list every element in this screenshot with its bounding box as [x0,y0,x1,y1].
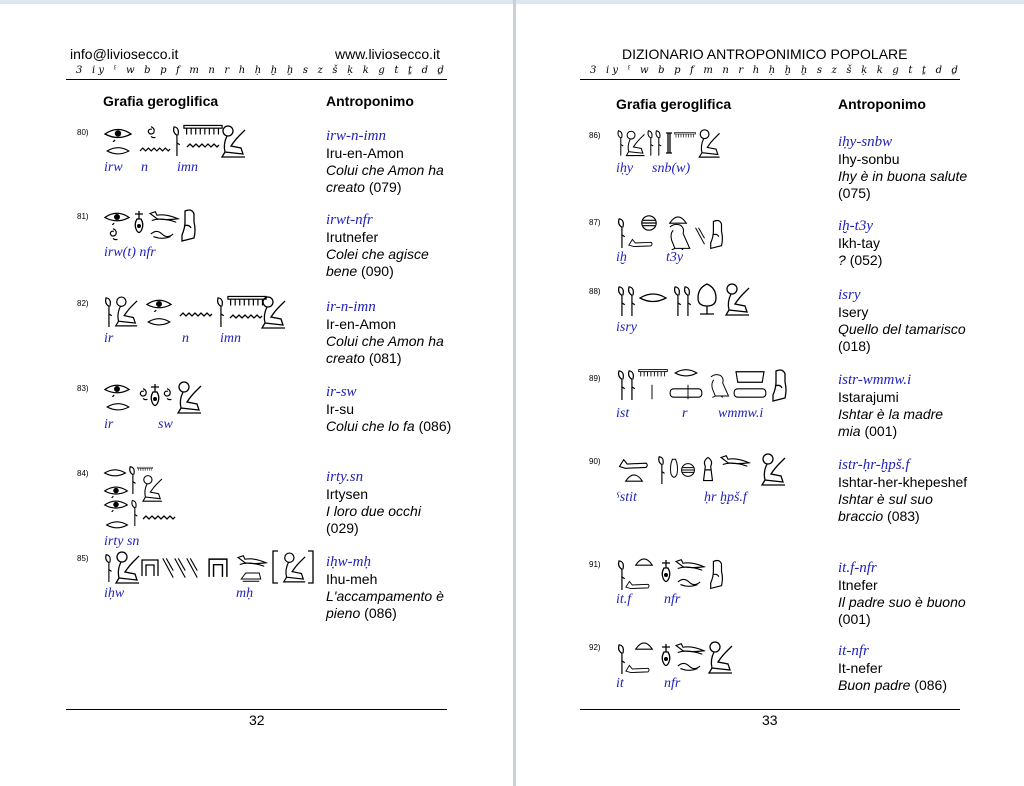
entry-text [838,218,968,269]
glyph-transliteration: r [682,406,688,421]
entry-text [326,554,456,622]
hieroglyph-group [103,291,288,331]
header-rule [66,79,447,80]
glyph-transliteration: ir [104,331,114,346]
entry-text [326,469,456,537]
entry-text [838,372,968,440]
glyph-transliteration: it [616,676,624,691]
name-meaning: Il padre suo è buono [838,594,966,610]
reference-number: (086) [914,677,947,693]
name-transliteration: ir-n-imn [326,299,376,315]
reference-number: (001) [838,611,871,627]
glyph-transliteration: wmmw.i [718,406,764,421]
glyph-transliteration: sw [158,417,173,432]
name-transliteration: iḫ-t3y [838,218,873,234]
hieroglyph-group [103,204,213,244]
hieroglyph-group [616,126,726,162]
footer-rule [66,709,447,710]
reference-number: (075) [838,185,871,201]
name-meaning: I loro due occhi [326,503,421,519]
name-meaning: ? [838,252,846,268]
person-name: Ikh-tay [838,235,881,251]
name-meaning: L'accampamento è pieno [326,588,444,621]
name-meaning: Ishtar è sul suo braccio [838,491,933,524]
person-name: Iru-en-Amon [326,145,404,161]
glyph-transliteration: irw [104,160,123,175]
name-meaning: Ihy è in buona salute [838,168,968,184]
footer-rule [580,709,960,710]
name-transliteration: it.f-nfr [838,560,877,576]
reference-number: (029) [326,520,359,536]
header-title: DIZIONARIO ANTROPONIMICO POPOLARE [622,46,908,62]
person-name: Ishtar-her-khepeshef [838,474,968,490]
entry-text [838,457,968,525]
person-name: Isery [838,304,869,320]
glyph-transliteration: nfr [664,592,681,607]
person-name: Ihy-sonbu [838,151,900,167]
name-transliteration: istr-ḥr-ḫpš.f [838,457,910,473]
entry-number: 91) [589,560,601,569]
person-name: Ihu-meh [326,571,378,587]
glyph-transliteration: irty sn [104,534,140,549]
header-alphabet: 3 iy ˁ w b p f m n r h ḥ ḫ ẖ s z š ḳ k g t ṯ d ḏ [590,65,962,76]
entry-text [838,643,968,694]
hieroglyph-group [103,120,278,160]
person-name: Istarajumi [838,389,899,405]
entry-number: 90) [589,457,601,466]
name-transliteration: iḥw-mḥ [326,554,371,570]
glyph-transliteration: n [141,160,148,175]
glyph-transliteration: imn [220,331,241,346]
name-meaning: Colui che Amon ha creato [326,162,444,195]
name-transliteration: isry [838,287,861,303]
page-number: 33 [762,712,778,728]
entry-text [838,287,968,355]
entry-text [326,212,456,280]
column-header-name: Antroponimo [838,96,926,112]
name-transliteration: ir-sw [326,384,357,400]
entry-number: 86) [589,131,601,140]
glyph-transliteration: ir [104,417,114,432]
entry-text [326,384,456,435]
entry-number: 92) [589,643,601,652]
entry-text [838,560,968,628]
glyph-transliteration: iḥw [104,586,125,601]
glyph-transliteration: nfr [664,676,681,691]
person-name: Irtysen [326,486,369,502]
glyph-transliteration: iḥy [616,161,634,176]
entry-number: 80) [77,128,89,137]
name-meaning: Colei che agisce bene [326,246,429,279]
entry-number: 88) [589,287,601,296]
hieroglyph-group [616,638,741,678]
reference-number: (081) [368,350,402,366]
glyph-transliteration: snb(w) [652,161,691,176]
entry-number: 84) [77,469,89,478]
entry-number: 83) [77,384,89,393]
entry-text [326,299,456,367]
name-transliteration: it-nfr [838,643,869,659]
reference-number: (083) [887,508,920,524]
name-transliteration: irw-n-imn [326,128,386,144]
reference-number: (086) [364,605,397,621]
person-name: Ir-en-Amon [326,316,397,332]
reference-number: (086) [418,418,452,434]
glyph-transliteration: ist [616,406,630,421]
hieroglyph-group [616,450,791,490]
name-transliteration: irty.sn [326,469,364,485]
glyph-transliteration: imn [177,160,198,175]
hieroglyph-group [103,548,318,588]
entry-number: 81) [77,212,89,221]
glyph-transliteration: n [182,331,189,346]
glyph-transliteration: it.f [616,592,632,607]
name-transliteration: istr-wmmw.i [838,372,912,388]
header-alphabet: 3 iy ˁ w b p f m n r h ḥ ḫ ẖ s z š ḳ k g t ṯ d ḏ [76,65,448,76]
page-right [516,4,1024,786]
header-email[interactable]: info@liviosecco.it [70,46,179,62]
column-header-glyph: Grafia geroglifica [616,96,732,112]
name-transliteration: iḥy-snbw [838,134,893,150]
reference-number: (052) [849,252,883,268]
header-website[interactable]: www.liviosecco.it [335,46,441,62]
person-name: Ir-su [326,401,354,417]
column-header-glyph: Grafia geroglifica [103,93,219,109]
name-transliteration: irwt-nfr [326,212,373,228]
glyph-transliteration: t3y [666,250,684,265]
reference-number: (079) [368,179,402,195]
glyph-transliteration: mḥ [236,586,254,601]
person-name: Irutnefer [326,229,379,245]
entry-number: 87) [589,218,601,227]
name-meaning: Colui che lo fa [326,418,415,434]
hieroglyph-group [616,554,736,594]
hieroglyph-group [616,280,761,320]
reference-number: (001) [864,423,898,439]
hieroglyph-group [103,376,213,416]
column-header-name: Antroponimo [326,93,414,109]
reference-number: (090) [361,263,394,279]
name-meaning: Colui che Amon ha creato [326,333,444,366]
person-name: It-nefer [838,660,883,676]
glyph-transliteration: iḫ [616,250,627,265]
page-number: 32 [249,712,265,728]
hieroglyph-group [616,364,806,406]
name-meaning: Buon padre [838,677,911,693]
entry-text [326,128,456,196]
glyph-transliteration: isry [616,320,637,335]
hieroglyph-group [616,212,731,252]
glyph-transliteration: ḥr ḫpš.f [704,490,747,505]
person-name: Itnefer [838,577,878,593]
entry-number: 89) [589,374,601,383]
name-meaning: Quello del tamarisco [838,321,966,337]
entry-text [838,134,968,202]
entry-number: 85) [77,554,89,563]
name-meaning: Ishtar è la madre mia [838,406,944,439]
entry-number: 82) [77,299,89,308]
glyph-transliteration: irw(t) nfr [104,245,156,260]
header-rule [580,79,960,80]
hieroglyph-group [103,462,188,536]
page-left [0,4,513,786]
glyph-transliteration: ˁstit [616,490,637,505]
reference-number: (018) [838,338,871,354]
